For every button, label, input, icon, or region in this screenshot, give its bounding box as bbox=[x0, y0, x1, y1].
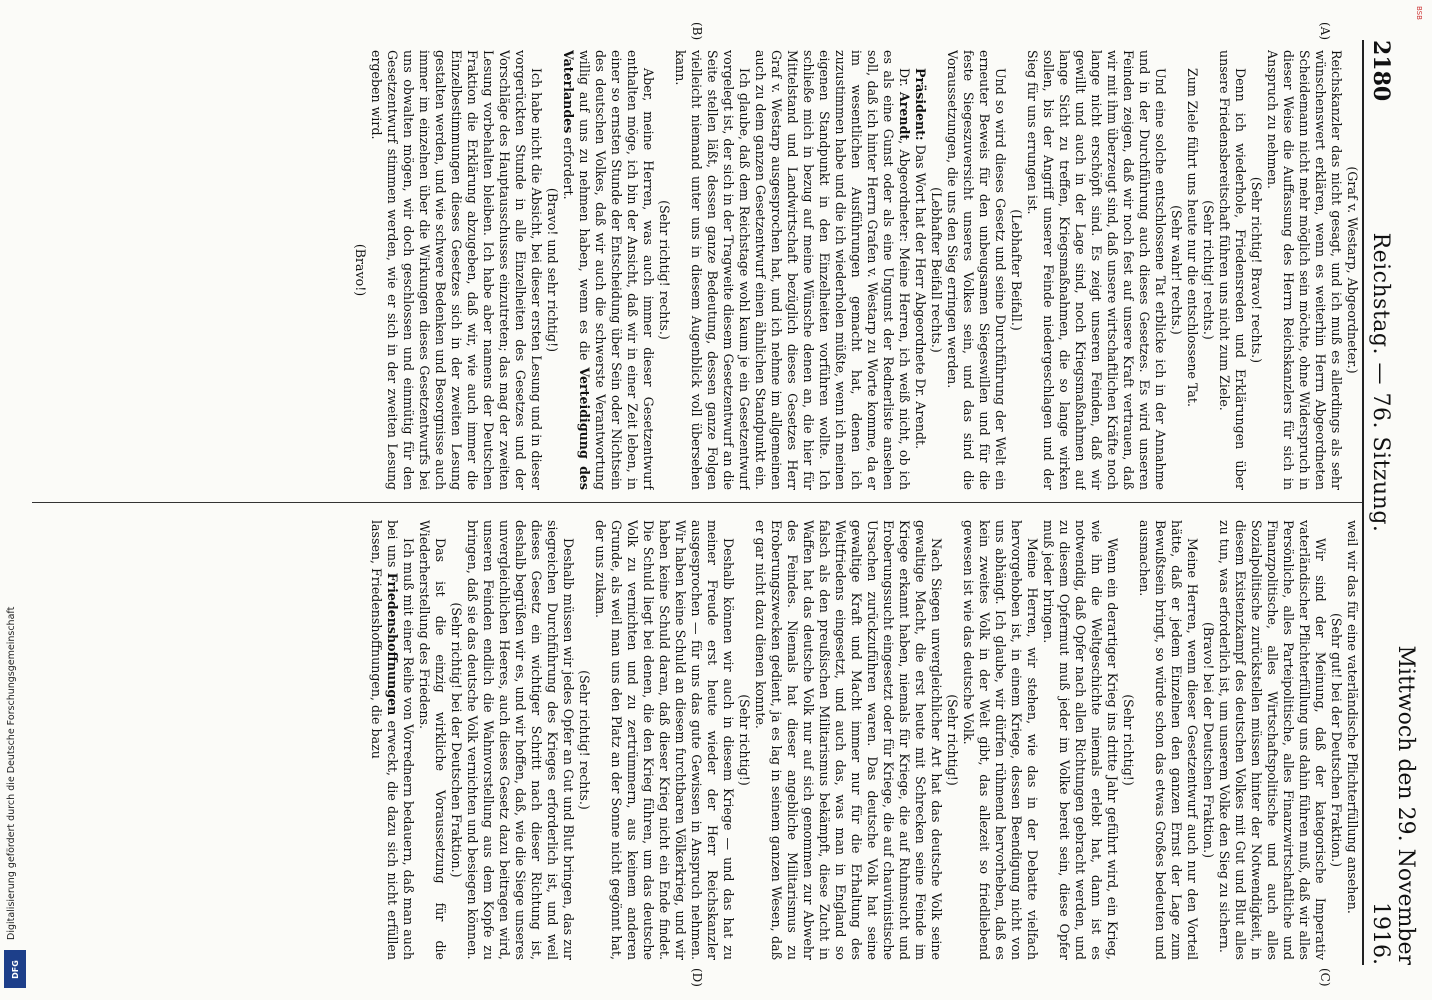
left-column bbox=[25, 50, 1360, 490]
interjection: (Sehr gut! bei der Deutschen Fraktion.) bbox=[1329, 612, 1344, 868]
margin-mark-c: (C) bbox=[1318, 968, 1332, 987]
interjection: (Lebhafter Beifall.) bbox=[1009, 209, 1024, 331]
paragraph: Präsident: Das Wort hat der Herr Abgeordnete Dr. Arendt. bbox=[913, 68, 928, 450]
interjection: (Bravo!) bbox=[353, 243, 368, 297]
interjection: (Sehr wahr! rechts.) bbox=[1169, 205, 1184, 335]
paragraph: Ich habe nicht die Absicht, bei dieser ersten Lesung und in dieser vorgerückten Stunde in alle Einzelheiten des Gesetzes und der Vorschläge des Hauptausschusses einzutreten; das mag der zweiten Lesung vorbehalten bleiben. Ich habe aber namens der Deutschen Fraktion die Erklärung abzugeben, daß wir, wie auch immer die Einzelbestimmungen dieses Gesetzes sich in der zweiten Lesung gestalten werden, und wie schwere Bedenken und Besorgnisse auch immer im einzelnen über die Wirkungen dieses Gesetzentwurfs bei uns obwalten mögen, wir doch geschlossen und einmütig für den Gesetzentwurf stimmen werden, wie er sich in der zweiten Lesung ergeben wird. bbox=[369, 50, 544, 490]
margin-mark-b: (B) bbox=[690, 22, 704, 41]
paragraph: Ich muß mit einer Reihe von Vorrednern bedauern, daß man auch bei uns Friedenshoffnungen erweckt, die dazu sich nicht erfüllen lassen, Friedenshoffnungen, die bazu bbox=[369, 520, 416, 960]
paragraph: Ich glaube, daß dem Reichstage wohl kaum je ein Gesetzentwurf vorgelegt ist, der sich in der Tragweite diesem Gesetzentwurf an die Seite stellen läßt, dessen ganze Bedeutung, dessen ganze Folgen vielleicht niemand unter uns in diesem Augenblick voll übersehen kann. bbox=[673, 50, 752, 490]
paragraph: Und so wird dieses Gesetz und seine Durchführung der Welt ein erneuter Beweis für den unbeugsamen Siegeswillen und für die feste Siegeszuversicht unseres Volkes sein, und das sind die Voraussetzungen, die uns den Sieg erringen werden. bbox=[945, 50, 1008, 490]
paragraph: Wir sind der Meinung, daß der kategorische Imperativ vaterländischer Pflichterfüllung uns dahin führen muß, daß wir alles Persönliche, alles Parteipolitische, alles Finanzwirtschaftliche und Finanzpolitische, alles Wirtschaftspolitische und auch alles Sozialpolitische zurückstellen müssen hinter der Notwendigkeit, in diesem Existenzkampf des deutschen Volkes mit Gut und Blut alles zu tun, was erforderlich ist, um unserem Volke den Sieg zu sichern. bbox=[1217, 520, 1328, 960]
right-column bbox=[25, 520, 1360, 960]
paragraph: Das ist die einzig wirkliche Voraussetzung für die Wiederherstellung des Friedens. bbox=[417, 520, 448, 960]
interjection: (Bravo! bei der Deutschen Fraktion.) bbox=[1201, 621, 1216, 859]
page-title: Reichstag. — 76. Sitzung. bbox=[1368, 232, 1393, 533]
interjection: (Sehr richtig! bei der Deutschen Fraktion.) bbox=[449, 602, 464, 878]
paragraph: weil wir das für eine vaterländische Pflichterfüllung ansehen. bbox=[1345, 520, 1360, 914]
paragraph: Meine Herren, wenn dieser Gesetzentwurf auch nur den Vorteil hätte, daß er jedem Einzelnen den ganzen Ernst der Lage zum Bewußtsein bringt, so würde schon das etwas Großes bedeuten und ausmachen. bbox=[1137, 520, 1200, 960]
page-header bbox=[1368, 40, 1418, 965]
paragraph: Reichskanzler das nicht gesagt, und ich muß es allerdings als sehr wünschenswert erklären, wenn es weiterhin Herrn Abgeordneten Scheidemann nicht mehr möglich sein möchte, ohne Widerspruch in dieser Weise die Auffassung des Herrn Reichskanzlers für sich in Anspruch zu nehmen. bbox=[1265, 50, 1344, 490]
margin-mark-d: (D) bbox=[690, 968, 704, 987]
interjection: (Sehr richtig!) bbox=[945, 694, 960, 786]
paragraph: Meine Herren, wir stehen, wie das in der Debatte vielfach hervorgehoben ist, in einem Kriege, dessen Beendigung nicht von uns abhängt. Ich glaube, wir dürfen rühmend hervorheben, daß es kein zweites Volk in der Welt gibt, das allezeit so friedliebend gewesen ist wie das deutsche Volk. bbox=[961, 520, 1040, 960]
paragraph: Deshalb können wir auch in diesem Kriege — und das hat zu meiner Freude erst heute wieder der Herr Reichskanzler ausgesprochen — für uns das gute Gewissen in Anspruch nehmen. Wir haben keine Schuld an diesem furchtbaren Völkerkrieg, und wir haben keine Schuld daran, daß dieser Krieg nicht ein Ende findet. Die Schuld liegt bei denen, die den Krieg führen, um das deutsche Volk zu vernichten und zu zertrümmern, aus keinem anderen Grunde, als weil man uns den Platz an der Sonne nicht gegönnt hat, der uns zukam. bbox=[593, 520, 736, 960]
paragraph: Wenn ein derartiger Krieg ins dritte Jahr geführt wird, ein Krieg, wie ihn die Weltgeschichte niemals erlebt hat, dann ist es notwendig, daß Opfer nach allen Richtungen gebracht werden, und zu diesem Opfermut muß jeder im Volke bereit sein, diese Opfer muß jeder bringen. bbox=[1041, 520, 1120, 960]
digitization-credit: Digitalisierung gefördert durch die Deutsche Forschungsgemeinschaft bbox=[6, 606, 17, 940]
paragraph: Und eine solche entschlossene Tat erblicke ich in der Annahme und in der Durchführung auch dieses Gesetzes. Es wird unseren Feinden zeigen, daß wir noch fest auf unsere Kraft vertrauen, daß wir mit ihm überzeugt sind, daß unsere wirtschaftlichen Kräfte noch lange nicht erschöpft sind. Es zeigt unseren Feinden, daß wir gewillt und auch in der Lage sind, noch Kriegsmaßnahmen auf lange Sicht zu treffen, Kriegsmaßnahmen, die so lange wirken sollen, bis der Angriff unserer Feinde niedergeschlagen und der Sieg für uns errungen ist. bbox=[1025, 50, 1168, 490]
dfg-logo: DFG bbox=[4, 950, 26, 988]
header-rule bbox=[1362, 40, 1364, 965]
interjection: (Lebhafter Beifall rechts.) bbox=[929, 187, 944, 353]
interjection: (Graf v. Westarp, Abgeordneter.) bbox=[1345, 166, 1360, 374]
interjection: (Sehr richtig!) bbox=[737, 694, 752, 786]
library-mark: BSB bbox=[1415, 6, 1423, 20]
paragraph: Dr. Arendt, Abgeordneter: Meine Herren, ich weiß nicht, ob ich es als eine Gunst oder als eine Ungunst der Rednerliste ansehen soll, daß ich hinter Herrn Grafen v. Westarp zu Worte komme, da er im wesentlichen Ausführungen gemacht hat, denen ich zuzustimmen habe und die ich wiederholen müßte, wenn ich meinen eigenen Standpunkt in den Einzelheiten vorführen wollte. Ich schließe mich in bezug auf meine Wünsche denen an, die hier für Mittelstand und Landwirtschaft bezüglich dieses Gesetzes Herr Graf v. Westarp ausgesprochen hat, und ich nehme im allgemeinen auch zu dem ganzen Gesetzentwurf einen ähnlichen Standpunkt ein. bbox=[753, 50, 912, 490]
interjection: (Sehr richtig! Bravo! rechts.) bbox=[1249, 176, 1264, 364]
session-date: Mittwoch den 29. November 1916. bbox=[1368, 645, 1418, 965]
column-divider bbox=[32, 502, 1362, 503]
paragraph: Deshalb müssen wir jedes Opfer an Gut und Blut bringen, das zur siegreichen Durchführung des Krieges erforderlich ist, und weil dieses Gesetz ein wichtiger Schritt nach dieser Richtung ist, deshalb begrüßen wir es, und wir hoffen, daß, wie die Siege unseres unvergleichlichen Heeres, auch dieses Gesetz dazu beitragen wird, unseren Feinden endlich die Wahnvorstellung aus dem Kopfe zu bringen, daß sie das deutsche Volk vernichten und besiegen können. bbox=[465, 520, 576, 960]
margin-mark-a: (A) bbox=[1318, 22, 1332, 41]
interjection: (Sehr richtig! rechts.) bbox=[1201, 200, 1216, 340]
interjection: (Bravo! und sehr richtig!) bbox=[545, 187, 560, 353]
paragraph: Nach Siegen unvergleichlicher Art hat das deutsche Volk seine gewaltige Macht, die erst heute mit Schrecken seine Feinde im Kriege erkannt haben, niemals für Kriege, die auf Ruhmsucht und Eroberungssucht eingesetzt oder für Kriege, die auf chauvinistische Ursachen zurückzuführen waren. Das deutsche Volk hat seine gewaltige Kraft und Macht immer nur für die Erhaltung des Weltfriedens eingesetzt, und auch das, was man in England so falsch als den preußischen Militarismus bekämpft, diese Zucht in Waffen hat das deutsche Volk nur auf sich genommen zur Abwehr des Feindes. Niemals hat dieser angebliche Militarismus zu Eroberungszwecken gedient, ja es lag in seinem ganzen Wesen, daß er gar nicht dazu dienen konnte. bbox=[753, 520, 944, 960]
paragraph: Aber, meine Herren, was auch immer dieser Gesetzentwurf enthalten möge, ich bin der Ansicht, daß wir in einer Zeit leben, in einer so ernsten Stunde der Entscheidung über Sein oder Nichtsein des deutschen Volkes, daß wir auch die schwerste Verantwortung willig auf uns zu nehmen haben, wenn es die Verteidigung des Vaterlandes erfordert. bbox=[561, 50, 656, 490]
page-number: 2180 bbox=[1368, 40, 1394, 102]
interjection: (Sehr richtig! rechts.) bbox=[577, 670, 592, 810]
paragraph: Denn ich wiederhole, Friedensreden und Erklärungen über unsere Friedensbereitschaft führen uns nicht zum Ziele. bbox=[1217, 50, 1248, 490]
interjection: (Sehr richtig!) bbox=[1121, 694, 1136, 786]
interjection: (Sehr richtig! rechts.) bbox=[657, 200, 672, 340]
paragraph: Zum Ziele führt uns heute nur die entschlossene Tat. bbox=[1185, 68, 1200, 407]
